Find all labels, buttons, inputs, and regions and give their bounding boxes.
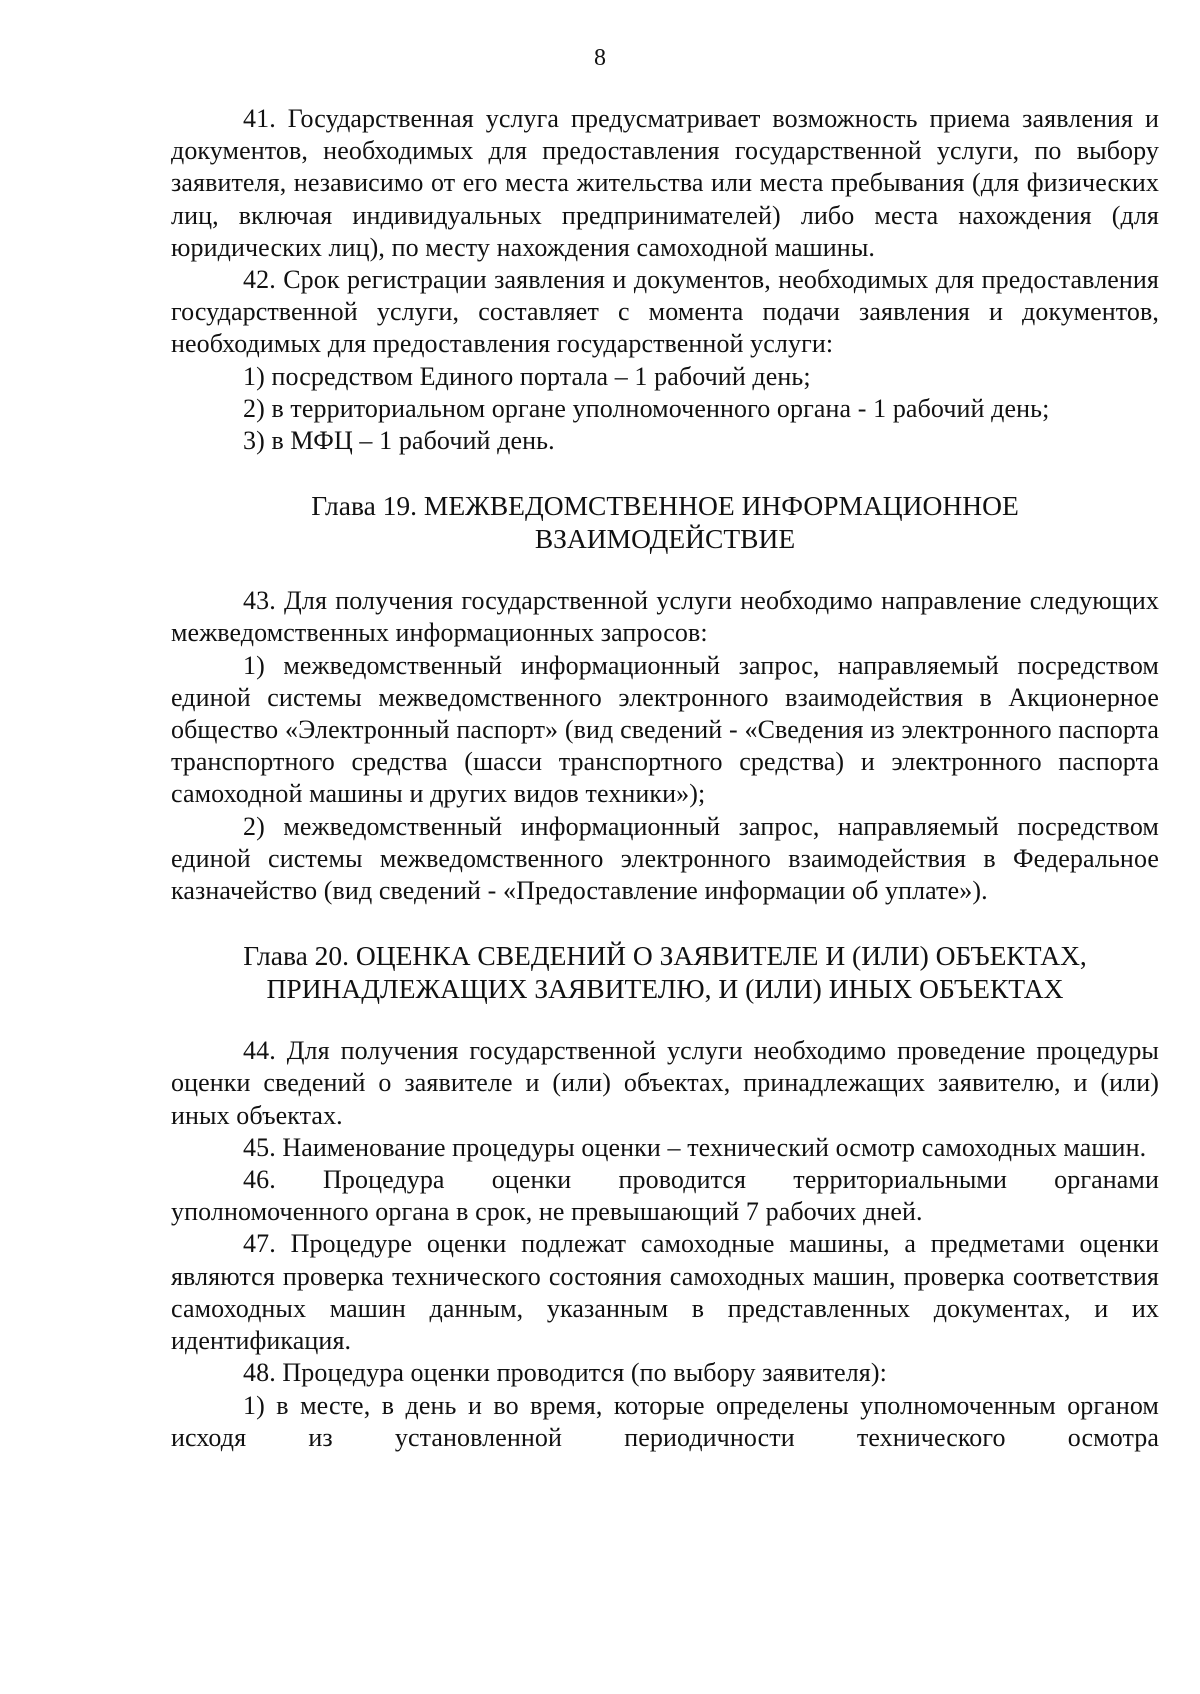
paragraph-43-item-2: 2) межведомственный информационный запрос, направляемый посредством единой системы межведомственного электронного взаимодействия в Федеральное казначейство (вид сведений - «Предоставление информации об уплате»).: [171, 811, 1159, 906]
chapter-19-title-line-2: ВЗАИМОДЕЙСТВИЕ: [534, 522, 796, 554]
paragraph-45: 45. Наименование процедуры оценки – технический осмотр самоходных машин.: [243, 1132, 1147, 1162]
paragraph-44: 44. Для получения государственной услуги необходимо проведение процедуры оценки сведений о заявителе и (или) объектах, принадлежащих заявителю, и (или) иных объектах.: [171, 1036, 1159, 1130]
paragraph-42-item-2: 2) в территориальном органе уполномоченного органа - 1 рабочий день;: [243, 393, 1050, 423]
paragraph-47: 47. Процедуре оценки подлежат самоходные машины, а предметами оценки являются проверка технического состояния самоходных машин, проверка соответствия самоходных машин данным, указанным в представленных документах, и их идентификация.: [171, 1229, 1159, 1356]
page-number: 8: [594, 45, 606, 71]
paragraph-43-item-1: 1) межведомственный информационный запрос, направляемый посредством единой системы межведомственного электронного взаимодействия в Акционерное общество «Электронный паспорт» (вид сведений - «Сведения из электронного паспорта транспортного средства (шасси транспортного средства) и электронного паспорта самоходной машины и других видов техники»);: [171, 650, 1159, 809]
paragraph-48-item-1: 1) в месте, в день и во время, которые определены уполномоченным органом исходя из установленной периодичности технического осмотра: [171, 1390, 1159, 1452]
paragraph-42-item-3: 3) в МФЦ – 1 рабочий день.: [243, 426, 555, 456]
paragraph-42: 42. Срок регистрации заявления и документов, необходимых для предоставления государственной услуги, составляет с момента подачи заявления и документов, необходимых для предоставления государственной услуги:: [171, 265, 1159, 359]
paragraph-46: 46. Процедура оценки проводится территориальными органами уполномоченного органа в срок, не превышающий 7 рабочих дней.: [171, 1165, 1159, 1227]
chapter-20-title-line-2: ПРИНАДЛЕЖАЩИХ ЗАЯВИТЕЛЮ, И (ИЛИ) ИНЫХ ОБЪЕКТАХ: [266, 972, 1064, 1004]
document-body: [171, 103, 1159, 1454]
paragraph-43: 43. Для получения государственной услуги необходимо направление следующих межведомственных информационных запросов:: [171, 586, 1159, 648]
chapter-19-title-line-1: Глава 19. МЕЖВЕДОМСТВЕННОЕ ИНФОРМАЦИОННОЕ: [311, 490, 1019, 522]
chapter-20-title-line-1: Глава 20. ОЦЕНКА СВЕДЕНИЙ О ЗАЯВИТЕЛЕ И (ИЛИ) ОБЪЕКТАХ,: [243, 940, 1087, 972]
paragraph-41: 41. Государственная услуга предусматривает возможность приема заявления и документов, необходимых для предоставления государственной услуги, по выбору заявителя, независимо от его места жительства или места пребывания (для физических лиц, включая индивидуальных предпринимателей) либо места нахождения (для юридических лиц), по месту нахождения самоходной машины.: [171, 104, 1159, 262]
paragraph-48: 48. Процедура оценки проводится (по выбору заявителя):: [243, 1358, 887, 1388]
paragraph-42-item-1: 1) посредством Единого портала – 1 рабочий день;: [243, 361, 811, 391]
